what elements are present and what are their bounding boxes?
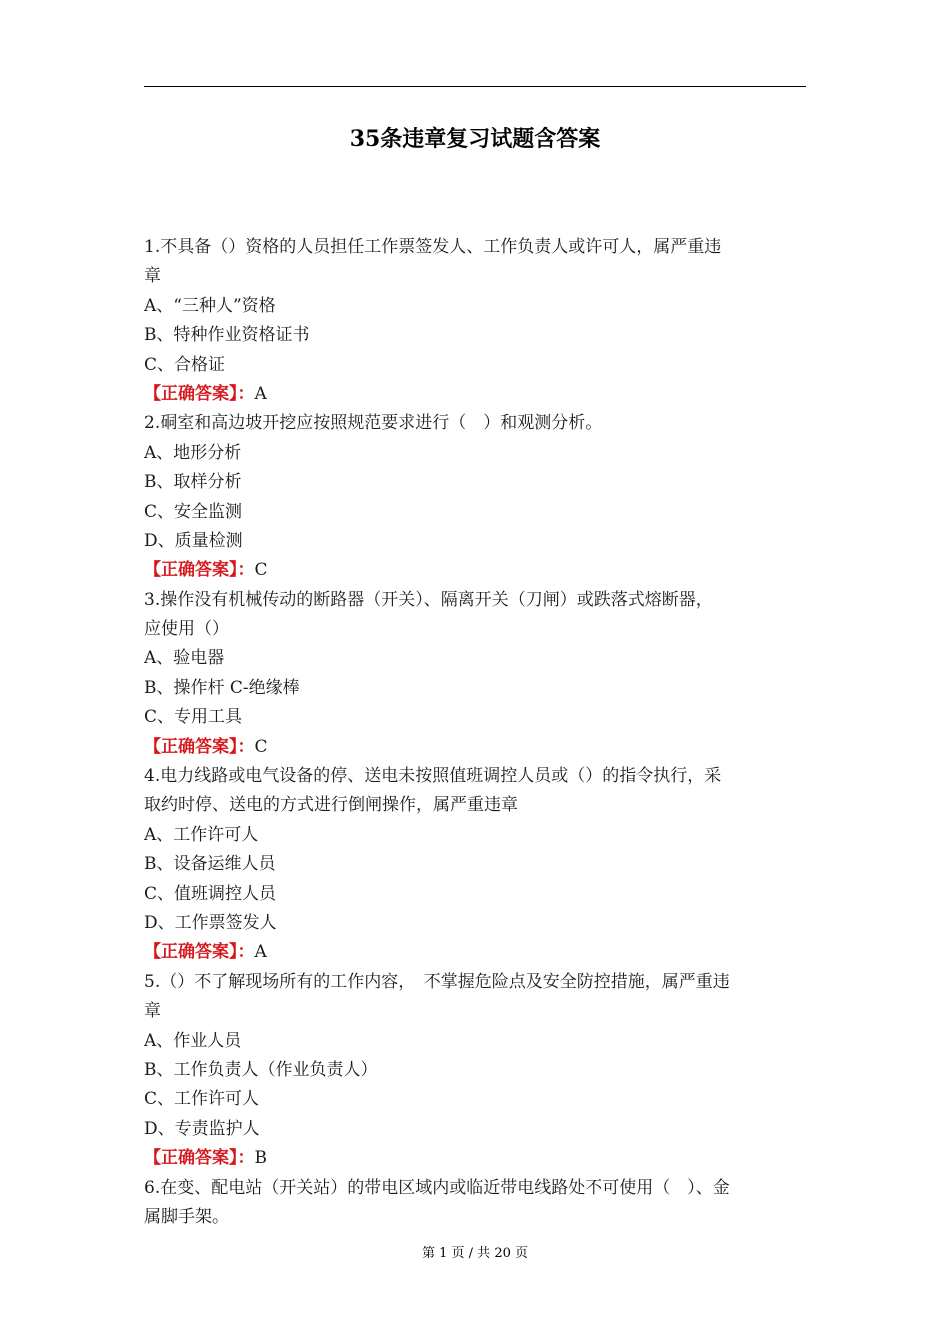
question-text: 6.在变、配电站（开关站）的带电区域内或临近带电线路处不可使用（ ）、金 (144, 1177, 730, 1198)
answer-option: B、取样分析 (144, 472, 242, 493)
question-text: 属脚手架。 (144, 1206, 229, 1227)
correct-answer-line (144, 556, 808, 585)
answer-option: C、工作许可人 (144, 1089, 260, 1110)
correct-answer-value: C (254, 560, 268, 581)
answer-option: A、“三种人”资格 (144, 295, 276, 316)
question-text: 章 (144, 266, 161, 287)
answer-option: C、安全监测 (144, 501, 243, 522)
question-text: 1.不具备（）资格的人员担任工作票签发人、工作负责人或许可人，属严重违 (144, 237, 722, 257)
answer-option: D、质量检测 (144, 530, 243, 551)
question-block (144, 409, 808, 585)
correct-answer-line (144, 1144, 808, 1173)
question-text: 应使用（） (144, 619, 229, 640)
answer-option: B、设备运维人员 (144, 854, 276, 875)
correct-answer-value: A (254, 942, 267, 963)
question-block (144, 586, 808, 762)
correct-answer-line (144, 733, 808, 762)
answer-option: C、合格证 (144, 354, 226, 375)
question-text: 5.（）不了解现场所有的工作内容， 不掌握危险点及安全防控措施，属严重违 (144, 971, 730, 992)
question-block (144, 762, 808, 968)
answer-option: D、工作票签发人 (144, 912, 277, 933)
answer-option: B、操作杆 C-绝缘棒 (144, 677, 300, 698)
correct-answer-line (144, 380, 808, 409)
answer-option: B、工作负责人（作业负责人） (144, 1059, 378, 1080)
correct-answer-value: C (254, 736, 268, 757)
answer-option: A、工作许可人 (144, 824, 259, 845)
answer-option: A、作业人员 (144, 1030, 242, 1051)
question-text: 4.电力线路或电气设备的停、送电未按照值班调控人员或（）的指令执行，采 (144, 766, 722, 787)
question-text: 3.操作没有机械传动的断路器（开关）、隔离开关（刀闸）或跌落式熔断器， (144, 589, 713, 610)
question-block (144, 1174, 808, 1233)
correct-answer-label: 【正确答案】： (144, 736, 255, 757)
answer-option: C、专用工具 (144, 707, 243, 728)
correct-answer-value: A (254, 383, 267, 404)
answer-option: A、地形分析 (144, 442, 242, 463)
header-rule (144, 86, 806, 87)
document-title: 35条违章复习试题含答案 (349, 126, 601, 152)
correct-answer-label: 【正确答案】： (144, 560, 255, 581)
answer-option: C、值班调控人员 (144, 883, 277, 904)
correct-answer-label: 【正确答案】： (144, 1148, 255, 1169)
correct-answer-label: 【正确答案】： (144, 942, 255, 963)
answer-option: D、专责监护人 (144, 1118, 260, 1139)
question-block (144, 968, 808, 1174)
question-text: 章 (144, 1001, 161, 1022)
correct-answer-line (144, 938, 808, 967)
question-block (144, 233, 808, 409)
question-text: 取约时停、送电的方式进行倒闸操作，属严重违章 (144, 795, 518, 816)
correct-answer-value: B (254, 1148, 267, 1169)
answer-option: B、特种作业资格证书 (144, 325, 310, 346)
correct-answer-label: 【正确答案】： (144, 383, 255, 404)
answer-option: A、验电器 (144, 648, 225, 669)
page-footer: 第 1 页 / 共 20 页 (422, 1246, 528, 1261)
question-list (144, 233, 808, 1232)
question-text: 2.硐室和高边坡开挖应按照规范要求进行（ ）和观测分析。 (144, 413, 603, 434)
